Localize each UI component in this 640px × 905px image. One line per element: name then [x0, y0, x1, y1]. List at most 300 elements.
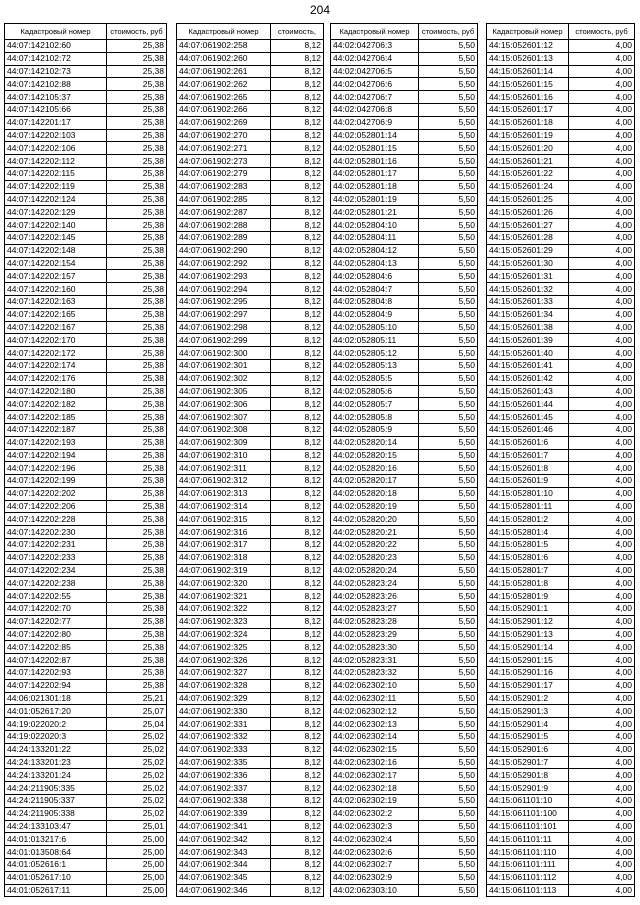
table-row — [331, 667, 478, 680]
cost-cell: 4,00 — [569, 539, 635, 552]
table-row — [331, 155, 478, 168]
table-row — [177, 513, 324, 526]
cadastral-number-cell: 44:02:052801:18 — [331, 180, 419, 193]
cost-cell: 8,12 — [271, 91, 324, 104]
table-row — [5, 129, 167, 142]
cost-cell: 5,50 — [419, 705, 478, 718]
cost-cell: 5,50 — [419, 385, 478, 398]
table-row — [177, 78, 324, 91]
cadastral-number-cell: 44:15:052801:7 — [487, 564, 569, 577]
cadastral-number-cell: 44:07:061902:344 — [177, 859, 271, 872]
cadastral-number-cell: 44:07:061902:325 — [177, 641, 271, 654]
cost-cell: 4,00 — [569, 142, 635, 155]
cost-cell: 8,12 — [271, 807, 324, 820]
cost-cell: 4,00 — [569, 411, 635, 424]
cadastral-number-cell: 44:24:211905:337 — [5, 795, 107, 808]
table-row — [331, 398, 478, 411]
cadastral-number-cell: 44:15:052901:6 — [487, 743, 569, 756]
cadastral-number-cell: 44:02:052823:27 — [331, 603, 419, 616]
cost-cell: 8,12 — [271, 52, 324, 65]
cost-cell: 5,50 — [419, 743, 478, 756]
cost-cell: 25,38 — [107, 526, 167, 539]
table-row — [177, 283, 324, 296]
cost-cell: 5,50 — [419, 795, 478, 808]
cost-cell: 25,02 — [107, 769, 167, 782]
table-row — [5, 500, 167, 513]
cadastral-number-cell: 44:15:052601:7 — [487, 449, 569, 462]
table-row — [487, 436, 635, 449]
cadastral-number-cell: 44:02:042706:9 — [331, 116, 419, 129]
cadastral-number-cell: 44:15:052801:6 — [487, 551, 569, 564]
cadastral-number-cell: 44:15:052601:25 — [487, 193, 569, 206]
table-row — [331, 577, 478, 590]
cost-cell: 4,00 — [569, 359, 635, 372]
cost-cell: 5,50 — [419, 500, 478, 513]
cost-cell: 25,02 — [107, 756, 167, 769]
cost-cell: 25,38 — [107, 321, 167, 334]
table-row — [177, 206, 324, 219]
cadastral-table-1 — [4, 23, 167, 897]
cadastral-number-cell: 44:07:061902:301 — [177, 359, 271, 372]
cadastral-number-cell: 44:01:052616:1 — [5, 859, 107, 872]
cadastral-number-cell: 44:07:061902:317 — [177, 539, 271, 552]
table-row — [487, 731, 635, 744]
table-row — [487, 833, 635, 846]
cost-cell: 25,38 — [107, 65, 167, 78]
table-row — [487, 78, 635, 91]
cadastral-number-cell: 44:07:061902:339 — [177, 807, 271, 820]
cadastral-number-cell: 44:07:061902:318 — [177, 551, 271, 564]
cost-cell: 25,02 — [107, 782, 167, 795]
cadastral-number-cell: 44:07:142202:93 — [5, 667, 107, 680]
cost-cell: 5,50 — [419, 884, 478, 897]
cost-cell: 4,00 — [569, 846, 635, 859]
cost-cell: 5,50 — [419, 193, 478, 206]
cadastral-number-cell: 44:02:052823:30 — [331, 641, 419, 654]
cadastral-number-cell: 44:07:061902:258 — [177, 40, 271, 53]
cost-cell: 4,00 — [569, 206, 635, 219]
cost-cell: 4,00 — [569, 692, 635, 705]
cost-cell: 25,21 — [107, 692, 167, 705]
table-row — [331, 359, 478, 372]
cadastral-number-cell: 44:07:061902:316 — [177, 526, 271, 539]
cost-cell: 5,50 — [419, 807, 478, 820]
cost-cell: 4,00 — [569, 436, 635, 449]
cadastral-number-cell: 44:01:052617:20 — [5, 705, 107, 718]
cadastral-number-cell: 44:07:061902:335 — [177, 756, 271, 769]
header-cost: стоимость, руб — [419, 24, 478, 40]
table-row — [177, 756, 324, 769]
table-row — [331, 679, 478, 692]
cadastral-number-cell: 44:01:052617:10 — [5, 871, 107, 884]
cadastral-number-cell: 44:07:142202:167 — [5, 321, 107, 334]
cost-cell: 4,00 — [569, 731, 635, 744]
cadastral-number-cell: 44:02:052801:16 — [331, 155, 419, 168]
table-row — [5, 884, 167, 897]
table-row — [331, 603, 478, 616]
cost-cell: 8,12 — [271, 551, 324, 564]
cost-cell: 8,12 — [271, 257, 324, 270]
cost-cell: 5,50 — [419, 654, 478, 667]
table-row — [331, 551, 478, 564]
table-row — [487, 884, 635, 897]
cost-cell: 5,50 — [419, 206, 478, 219]
cost-cell: 5,50 — [419, 756, 478, 769]
cadastral-number-cell: 44:07:142202:174 — [5, 359, 107, 372]
cost-cell: 4,00 — [569, 449, 635, 462]
cost-cell: 4,00 — [569, 385, 635, 398]
table-row — [331, 219, 478, 232]
table-row — [177, 129, 324, 142]
cadastral-number-cell: 44:07:061902:342 — [177, 833, 271, 846]
cadastral-number-cell: 44:15:052901:9 — [487, 782, 569, 795]
table-row — [177, 820, 324, 833]
cadastral-number-cell: 44:02:052823:24 — [331, 577, 419, 590]
table-row — [5, 590, 167, 603]
table-row — [5, 539, 167, 552]
cadastral-number-cell: 44:15:061101:100 — [487, 807, 569, 820]
cost-cell: 5,50 — [419, 257, 478, 270]
cadastral-number-cell: 44:15:052601:44 — [487, 398, 569, 411]
cost-cell: 5,50 — [419, 283, 478, 296]
cost-cell: 4,00 — [569, 487, 635, 500]
cadastral-number-cell: 44:15:052601:21 — [487, 155, 569, 168]
table-row — [177, 193, 324, 206]
table-row — [5, 577, 167, 590]
cost-cell: 8,12 — [271, 411, 324, 424]
cost-cell: 4,00 — [569, 219, 635, 232]
cadastral-number-cell: 44:07:142202:230 — [5, 526, 107, 539]
cost-cell: 8,12 — [271, 590, 324, 603]
cadastral-number-cell: 44:02:062302:19 — [331, 795, 419, 808]
cadastral-number-cell: 44:15:052901:8 — [487, 769, 569, 782]
table-row — [177, 590, 324, 603]
table-row — [177, 411, 324, 424]
table-row — [487, 705, 635, 718]
cadastral-number-cell: 44:07:142202:206 — [5, 500, 107, 513]
table-row — [177, 692, 324, 705]
table-row — [331, 78, 478, 91]
cadastral-number-cell: 44:06:021301:18 — [5, 692, 107, 705]
cadastral-number-cell: 44:07:061902:345 — [177, 871, 271, 884]
cost-cell: 4,00 — [569, 513, 635, 526]
cost-cell: 8,12 — [271, 65, 324, 78]
table-row — [177, 564, 324, 577]
cadastral-number-cell: 44:07:142202:202 — [5, 487, 107, 500]
cadastral-number-cell: 44:15:052901:13 — [487, 628, 569, 641]
table-row — [331, 449, 478, 462]
table-row — [5, 398, 167, 411]
table-row — [487, 475, 635, 488]
cadastral-number-cell: 44:02:052804:11 — [331, 231, 419, 244]
table-row — [5, 513, 167, 526]
cadastral-number-cell: 44:15:061101:111 — [487, 859, 569, 872]
table-row — [487, 590, 635, 603]
cost-cell: 25,38 — [107, 52, 167, 65]
cost-cell: 25,38 — [107, 667, 167, 680]
cadastral-number-cell: 44:15:052601:16 — [487, 91, 569, 104]
table-row — [331, 65, 478, 78]
cadastral-number-cell: 44:07:061902:327 — [177, 667, 271, 680]
table-row — [177, 679, 324, 692]
table-row — [177, 103, 324, 116]
cost-cell: 4,00 — [569, 244, 635, 257]
cost-cell: 5,50 — [419, 590, 478, 603]
table-row — [331, 116, 478, 129]
table-row — [331, 743, 478, 756]
cost-cell: 5,50 — [419, 603, 478, 616]
cost-cell: 25,38 — [107, 91, 167, 104]
cadastral-number-cell: 44:07:061902:302 — [177, 372, 271, 385]
table-row — [177, 871, 324, 884]
table-row — [5, 807, 167, 820]
cadastral-number-cell: 44:02:052805:7 — [331, 398, 419, 411]
table-row — [5, 321, 167, 334]
cost-cell: 8,12 — [271, 167, 324, 180]
cadastral-number-cell: 44:07:061902:341 — [177, 820, 271, 833]
table-row — [177, 155, 324, 168]
cadastral-number-cell: 44:07:061902:306 — [177, 398, 271, 411]
cadastral-number-cell: 44:19:022020:3 — [5, 731, 107, 744]
table-row — [331, 231, 478, 244]
cadastral-number-cell: 44:02:052823:32 — [331, 667, 419, 680]
cost-cell: 25,38 — [107, 116, 167, 129]
cadastral-number-cell: 44:02:062303:10 — [331, 884, 419, 897]
table-row — [177, 462, 324, 475]
table-row — [487, 167, 635, 180]
table-row — [331, 500, 478, 513]
cost-cell: 4,00 — [569, 65, 635, 78]
cost-cell: 25,38 — [107, 372, 167, 385]
table-row — [177, 475, 324, 488]
table-row — [177, 65, 324, 78]
cost-cell: 4,00 — [569, 52, 635, 65]
cost-cell: 5,50 — [419, 398, 478, 411]
cadastral-number-cell: 44:07:142202:199 — [5, 475, 107, 488]
cost-cell: 25,38 — [107, 411, 167, 424]
cadastral-number-cell: 44:02:062302:17 — [331, 769, 419, 782]
cost-cell: 4,00 — [569, 577, 635, 590]
table-row — [5, 820, 167, 833]
cadastral-number-cell: 44:15:052901:16 — [487, 667, 569, 680]
table-row — [177, 334, 324, 347]
cadastral-number-cell: 44:01:013217:6 — [5, 833, 107, 846]
cost-cell: 4,00 — [569, 590, 635, 603]
cadastral-number-cell: 44:15:052601:19 — [487, 129, 569, 142]
cadastral-number-cell: 44:07:061902:343 — [177, 846, 271, 859]
table-row — [487, 513, 635, 526]
cost-cell: 8,12 — [271, 475, 324, 488]
cadastral-number-cell: 44:15:052601:39 — [487, 334, 569, 347]
table-row — [487, 244, 635, 257]
cost-cell: 8,12 — [271, 526, 324, 539]
cadastral-number-cell: 44:02:052820:14 — [331, 436, 419, 449]
cadastral-number-cell: 44:07:061902:315 — [177, 513, 271, 526]
cadastral-number-cell: 44:07:061902:324 — [177, 628, 271, 641]
table-row — [487, 807, 635, 820]
cost-cell: 8,12 — [271, 206, 324, 219]
cost-cell: 25,38 — [107, 257, 167, 270]
table-row — [487, 846, 635, 859]
table-row — [177, 526, 324, 539]
table-row — [331, 539, 478, 552]
cost-cell: 8,12 — [271, 372, 324, 385]
cost-cell: 4,00 — [569, 372, 635, 385]
table-row — [5, 155, 167, 168]
table-row — [5, 615, 167, 628]
table-row — [177, 449, 324, 462]
table-row — [487, 411, 635, 424]
table-row — [331, 423, 478, 436]
table-row — [487, 628, 635, 641]
cadastral-number-cell: 44:02:052801:19 — [331, 193, 419, 206]
cost-cell: 8,12 — [271, 795, 324, 808]
cadastral-number-cell: 44:15:052601:17 — [487, 103, 569, 116]
table-row — [331, 321, 478, 334]
table-row — [177, 142, 324, 155]
cadastral-number-cell: 44:07:142202:87 — [5, 654, 107, 667]
cost-cell: 4,00 — [569, 603, 635, 616]
cost-cell: 8,12 — [271, 603, 324, 616]
table-row — [331, 347, 478, 360]
cadastral-number-cell: 44:07:061902:330 — [177, 705, 271, 718]
cost-cell: 5,50 — [419, 423, 478, 436]
table-row — [331, 372, 478, 385]
header-cost: стоимость, — [271, 24, 324, 40]
cadastral-number-cell: 44:15:052801:11 — [487, 500, 569, 513]
table-row — [331, 436, 478, 449]
cadastral-number-cell: 44:07:142202:234 — [5, 564, 107, 577]
cadastral-number-cell: 44:02:052801:15 — [331, 142, 419, 155]
cost-cell: 8,12 — [271, 180, 324, 193]
cadastral-number-cell: 44:15:052601:41 — [487, 359, 569, 372]
cost-cell: 8,12 — [271, 667, 324, 680]
table-row — [331, 833, 478, 846]
cost-cell: 5,50 — [419, 142, 478, 155]
cadastral-number-cell: 44:24:133201:23 — [5, 756, 107, 769]
cost-cell: 4,00 — [569, 871, 635, 884]
cadastral-number-cell: 44:15:052601:12 — [487, 40, 569, 53]
cost-cell: 4,00 — [569, 180, 635, 193]
cost-cell: 4,00 — [569, 78, 635, 91]
cadastral-number-cell: 44:07:142202:119 — [5, 180, 107, 193]
cost-cell: 25,38 — [107, 155, 167, 168]
table-row — [487, 487, 635, 500]
table-row — [5, 167, 167, 180]
cost-cell: 8,12 — [271, 436, 324, 449]
table-row — [5, 359, 167, 372]
cost-cell: 8,12 — [271, 385, 324, 398]
cost-cell: 5,50 — [419, 667, 478, 680]
cost-cell: 5,50 — [419, 308, 478, 321]
table-row — [5, 846, 167, 859]
table-row — [331, 295, 478, 308]
cadastral-number-cell: 44:07:061902:331 — [177, 718, 271, 731]
cadastral-number-cell: 44:02:052820:21 — [331, 526, 419, 539]
cadastral-number-cell: 44:15:052601:9 — [487, 475, 569, 488]
cadastral-number-cell: 44:02:052804:13 — [331, 257, 419, 270]
table-row — [487, 103, 635, 116]
cost-cell: 4,00 — [569, 756, 635, 769]
cadastral-number-cell: 44:15:052901:3 — [487, 705, 569, 718]
cost-cell: 25,38 — [107, 654, 167, 667]
cost-cell: 25,38 — [107, 475, 167, 488]
cadastral-number-cell: 44:07:061902:271 — [177, 142, 271, 155]
cadastral-number-cell: 44:15:052601:26 — [487, 206, 569, 219]
header-cost: стоимость, руб — [569, 24, 635, 40]
cadastral-number-cell: 44:02:062302:7 — [331, 859, 419, 872]
cost-cell: 4,00 — [569, 654, 635, 667]
cost-cell: 4,00 — [569, 500, 635, 513]
table-row — [331, 513, 478, 526]
table-row — [5, 347, 167, 360]
table-row — [331, 807, 478, 820]
cost-cell: 4,00 — [569, 615, 635, 628]
cadastral-number-cell: 44:15:052901:1 — [487, 603, 569, 616]
cost-cell: 4,00 — [569, 103, 635, 116]
table-row — [487, 347, 635, 360]
cadastral-number-cell: 44:15:052601:22 — [487, 167, 569, 180]
cost-cell: 8,12 — [271, 820, 324, 833]
cadastral-number-cell: 44:07:142202:196 — [5, 462, 107, 475]
table-row — [5, 718, 167, 731]
table-row — [487, 564, 635, 577]
cost-cell: 5,50 — [419, 731, 478, 744]
cadastral-number-cell: 44:15:052901:4 — [487, 718, 569, 731]
cost-cell: 4,00 — [569, 795, 635, 808]
cost-cell: 8,12 — [271, 219, 324, 232]
cost-cell: 4,00 — [569, 628, 635, 641]
table-row — [177, 347, 324, 360]
table-row — [5, 231, 167, 244]
table-row — [487, 359, 635, 372]
cost-cell: 4,00 — [569, 398, 635, 411]
table-row — [331, 244, 478, 257]
cadastral-number-cell: 44:02:052820:24 — [331, 564, 419, 577]
table-row — [177, 577, 324, 590]
cadastral-number-cell: 44:02:062302:18 — [331, 782, 419, 795]
table-row — [487, 334, 635, 347]
table-row — [331, 91, 478, 104]
cost-cell: 8,12 — [271, 283, 324, 296]
cost-cell: 8,12 — [271, 129, 324, 142]
cost-cell: 25,02 — [107, 807, 167, 820]
cost-cell: 5,50 — [419, 436, 478, 449]
table-row — [331, 206, 478, 219]
cadastral-number-cell: 44:15:052601:14 — [487, 65, 569, 78]
cadastral-number-cell: 44:15:052601:27 — [487, 219, 569, 232]
table-row — [177, 884, 324, 897]
cadastral-number-cell: 44:07:061902:314 — [177, 500, 271, 513]
cadastral-number-cell: 44:07:142202:85 — [5, 641, 107, 654]
cadastral-number-cell: 44:02:042706:8 — [331, 103, 419, 116]
cost-cell: 5,50 — [419, 782, 478, 795]
table-row — [487, 526, 635, 539]
cadastral-number-cell: 44:02:042706:6 — [331, 78, 419, 91]
cadastral-number-cell: 44:02:052820:23 — [331, 551, 419, 564]
cost-cell: 8,12 — [271, 884, 324, 897]
table-row — [5, 871, 167, 884]
cadastral-number-cell: 44:07:061902:305 — [177, 385, 271, 398]
cost-cell: 8,12 — [271, 756, 324, 769]
table-row — [5, 244, 167, 257]
cost-cell: 4,00 — [569, 129, 635, 142]
cadastral-number-cell: 44:15:052601:28 — [487, 231, 569, 244]
table-row — [487, 142, 635, 155]
cadastral-number-cell: 44:02:052820:19 — [331, 500, 419, 513]
cost-cell: 4,00 — [569, 526, 635, 539]
table-row — [177, 615, 324, 628]
